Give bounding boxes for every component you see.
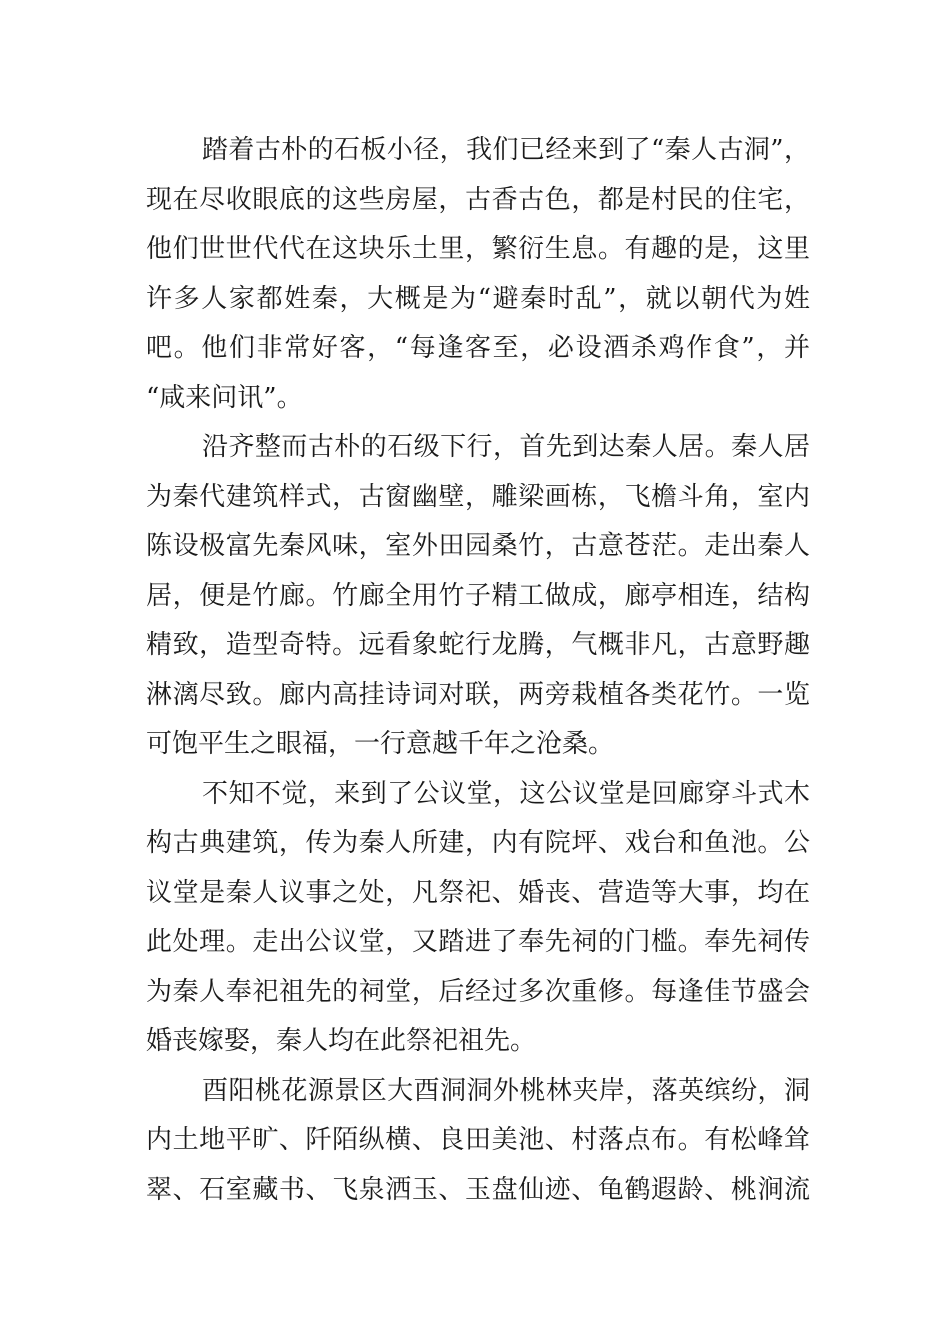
text-line: 吧。他们非常好客，“每逢客至，必设酒杀鸡作食”，并 bbox=[146, 333, 810, 363]
text-line: 淋漓尽致。廊内高挂诗词对联，两旁栽植各类花竹。一览 bbox=[146, 679, 810, 710]
paragraph-3 bbox=[146, 770, 810, 1067]
text-line: 议堂是秦人议事之处，凡祭祀、婚丧、营造等大事，均在 bbox=[146, 877, 810, 908]
text-line: 翠、石室藏书、飞泉洒玉、玉盘仙迹、龟鹤遐龄、桃涧流 bbox=[146, 1174, 810, 1205]
text-line: 婚丧嫁娶，秦人均在此祭祀祖先。 bbox=[146, 1026, 537, 1056]
text-line: 踏着古朴的石板小径，我们已经来到了“秦人古洞”， bbox=[202, 135, 810, 165]
text-line: 为秦人奉祀祖先的祠堂，后经过多次重修。每逢佳节盛会 bbox=[146, 976, 810, 1007]
text-line: 他们世世代代在这块乐土里，繁衍生息。有趣的是，这里 bbox=[146, 234, 810, 264]
paragraph-4 bbox=[146, 1067, 810, 1216]
text-line: “咸来问讯”。 bbox=[146, 382, 303, 413]
text-line: 为秦代建筑样式，古窗幽壁，雕梁画栋，飞檐斗角，室内 bbox=[146, 481, 810, 512]
text-line: 许多人家都姓秦，大概是为“避秦时乱”，就以朝代为姓 bbox=[146, 283, 810, 314]
text-line: 居，便是竹廊。竹廊全用竹子精工做成，廊亭相连，结构 bbox=[146, 580, 810, 611]
text-line: 沿齐整而古朴的石级下行，首先到达秦人居。秦人居 bbox=[202, 432, 810, 462]
text-line: 不知不觉，来到了公议堂，这公议堂是回廊穿斗式木 bbox=[202, 778, 810, 809]
text-line: 酉阳桃花源景区大酉洞洞外桃林夹岸，落英缤纷，洞 bbox=[202, 1075, 810, 1106]
text-line: 此处理。走出公议堂，又踏进了奉先祠的门槛。奉先祠传 bbox=[146, 927, 810, 957]
text-line: 可饱平生之眼福，一行意越千年之沧桑。 bbox=[146, 729, 615, 759]
text-line: 构古典建筑，传为秦人所建，内有院坪、戏台和鱼池。公 bbox=[146, 828, 810, 858]
document-body bbox=[146, 126, 810, 1215]
text-line: 内土地平旷、阡陌纵横、良田美池、村落点布。有松峰耸 bbox=[146, 1125, 810, 1155]
paragraph-1 bbox=[146, 126, 810, 423]
text-line: 现在尽收眼底的这些房屋，古香古色，都是村民的住宅， bbox=[146, 184, 810, 215]
text-line: 精致，造型奇特。远看象蛇行龙腾，气概非凡，古意野趣 bbox=[146, 630, 810, 660]
text-line: 陈设极富先秦风味，室外田园桑竹，古意苍茫。走出秦人 bbox=[146, 531, 810, 561]
paragraph-2 bbox=[146, 423, 810, 770]
